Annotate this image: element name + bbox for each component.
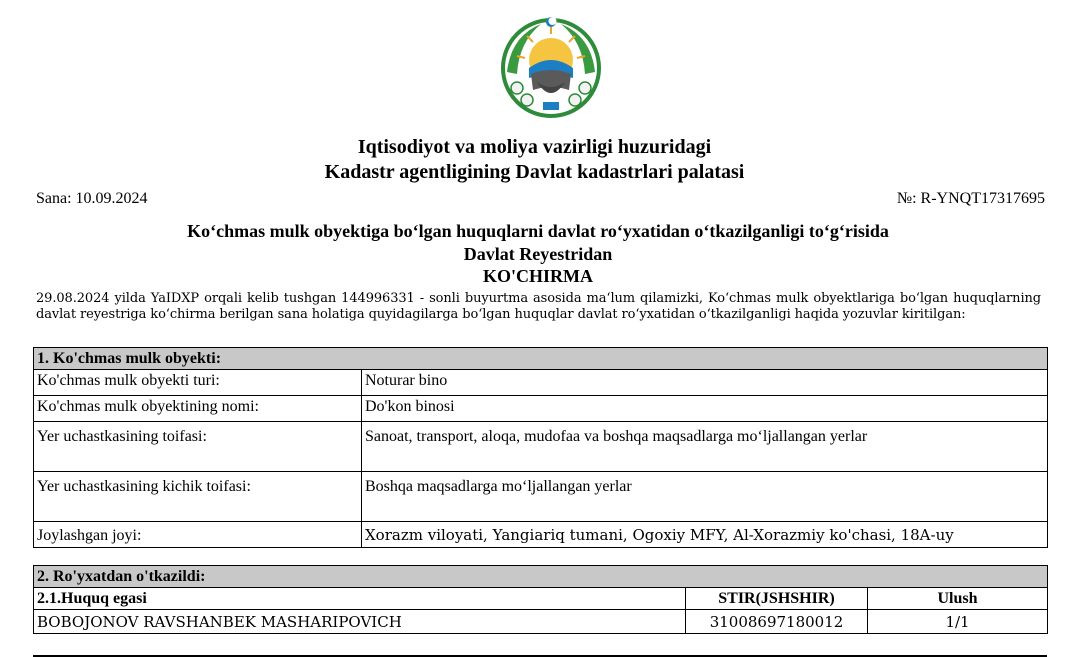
field-label: Joylashgan joyi:	[34, 522, 362, 548]
table-row	[34, 422, 1048, 472]
section-heading-row	[34, 566, 1048, 588]
intro-paragraph: 29.08.2024 yilda YaIDXP orqali kelib tushgan 144996331 - sonli buyurtma asosida maʻlum qilamizki, Koʻchmas mulk obyektlariga boʻlgan huquqlarning davlat reyestriga koʻchirma berilgan sana holatiga quyidagilarga boʻlgan huquqlar davlat roʻyxatidan oʻtkazilganligi haqida yozuvlar kiritilgan:	[36, 291, 1041, 322]
document-date: Sana: 10.09.2024	[36, 190, 148, 207]
document-title-line3: KO'CHIRMA	[483, 266, 593, 286]
field-value: Sanoat, transport, aloqa, mudofaa va boshqa maqsadlarga moʻljallangan yerlar	[362, 422, 1048, 472]
agency-heading: Kadastr agentligining Davlat kadastrlari palatasi	[324, 161, 745, 183]
registration-table	[33, 565, 1048, 634]
field-label: Yer uchastkasining toifasi:	[34, 422, 362, 472]
field-label: Ko'chmas mulk obyektining nomi:	[34, 396, 362, 422]
field-value: Xorazm viloyati, Yangiariq tumani, Ogoxiy MFY, Al-Xorazmiy ko'chasi, 18A-uy	[362, 522, 1048, 548]
table-row	[34, 610, 1048, 634]
state-emblem-icon	[497, 12, 605, 120]
table-row	[34, 396, 1048, 422]
field-value: Boshqa maqsadlarga moʻljallangan yerlar	[362, 472, 1048, 522]
column-header-stir: STIR(JSHSHIR)	[686, 588, 868, 610]
section-heading-row	[34, 348, 1048, 370]
table-header-row	[34, 588, 1048, 610]
table-row	[34, 472, 1048, 522]
owner-share: 1/1	[868, 610, 1048, 634]
section1-heading: 1. Ko'chmas mulk obyekti:	[34, 348, 1048, 370]
column-header-owner: 2.1.Huquq egasi	[34, 588, 686, 610]
property-object-table	[33, 347, 1048, 548]
field-value: Do'kon binosi	[362, 396, 1048, 422]
ministry-heading: Iqtisodiyot va moliya vazirligi huzuridagi	[357, 136, 712, 158]
document-number: №: R-YNQT17317695	[896, 190, 1045, 207]
table-row	[34, 370, 1048, 396]
field-label: Yer uchastkasining kichik toifasi:	[34, 472, 362, 522]
owner-name: BOBOJONOV RAVSHANBEK MASHARIPOVICH	[34, 610, 686, 634]
owner-stir: 31008697180012	[686, 610, 868, 634]
field-label: Ko'chmas mulk obyekti turi:	[34, 370, 362, 396]
column-header-share: Ulush	[868, 588, 1048, 610]
field-value: Noturar bino	[362, 370, 1048, 396]
document-title-line2: Davlat Reyestridan	[463, 244, 613, 264]
table-row	[34, 522, 1048, 548]
document-title-line1: Koʻchmas mulk obyektiga boʻlgan huquqlarni davlat roʻyxatidan oʻtkazilganligi toʻgʻrisida	[187, 221, 889, 241]
section2-heading: 2. Ro'yxatdan o'tkazildi:	[34, 566, 1048, 588]
